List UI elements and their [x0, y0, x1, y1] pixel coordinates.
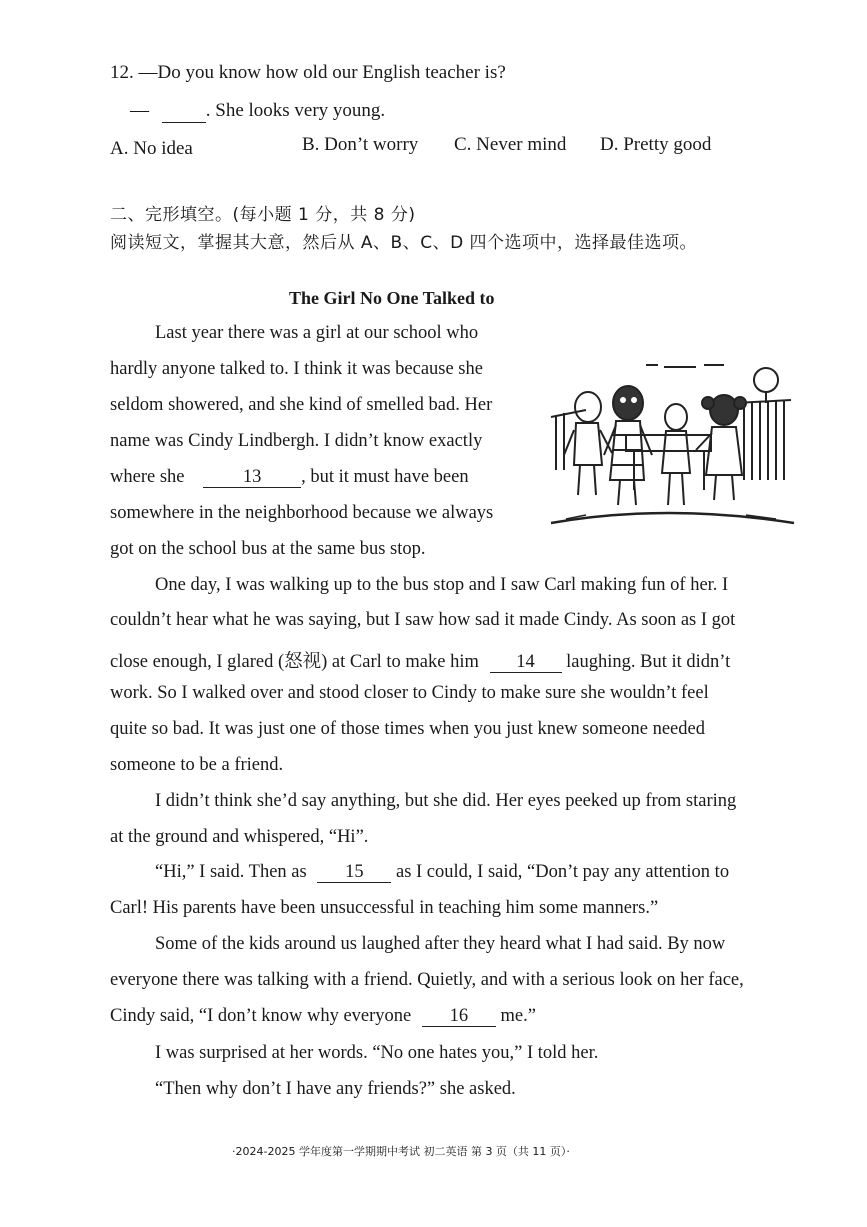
section-heading: 二、完形填空。(每小题 1 分，共 8 分): [110, 205, 416, 225]
passage-title: The Girl No One Talked to: [289, 288, 495, 308]
passage-line-20: [110, 1006, 536, 1027]
response-text: . She looks very young.: [205, 100, 386, 121]
passage-line-18: Some of the kids around us laughed after they heard what I had said. By now: [155, 934, 726, 954]
passage-line-6: somewhere in the neighborhood because we always: [110, 503, 494, 523]
option-b: B. Don’t worry: [302, 134, 419, 155]
fence-icon: [551, 400, 784, 480]
boy-middle-figure: [604, 386, 652, 505]
girl-left-figure: [564, 392, 612, 495]
option-c: C. Never mind: [454, 134, 567, 155]
passage-line-7: got on the school bus at the same bus stop.: [110, 539, 426, 559]
passage-line-5: [110, 467, 469, 488]
passage-text: Cindy said, “I don’t know why everyone: [110, 1006, 412, 1026]
passage-line-9: couldn’t hear what he was saying, but I saw how sad it made Cindy. As soon as I got: [110, 610, 736, 630]
answer-blank-13: 13: [203, 467, 301, 488]
section-instruction: 阅读短文，掌握其大意，然后从 A、B、C、D 四个选项中，选择最佳选项。: [110, 233, 698, 253]
illustration: [546, 355, 798, 530]
passage-line-3: seldom showered, and she kind of smelled bad. Her: [110, 395, 493, 415]
passage-line-2: hardly anyone talked to. I think it was because she: [110, 359, 483, 379]
passage-text: where she: [110, 467, 185, 487]
passage-text: close enough, I glared (怒视) at Carl to make him: [110, 652, 479, 672]
passage-text: “Hi,” I said. Then as: [155, 862, 307, 882]
passage-line-21: I was surprised at her words. “No one hates you,” I told her.: [155, 1043, 599, 1063]
passage-line-13: someone to be a friend.: [110, 755, 284, 775]
passage-line-15: at the ground and whispered, “Hi”.: [110, 827, 369, 847]
passage-line-17: Carl! His parents have been unsuccessful in teaching him some manners.”: [110, 898, 659, 918]
answer-blank-15: 15: [317, 862, 391, 883]
question-12-stem: 12. —Do you know how old our English teacher is?: [110, 62, 506, 83]
passage-line-22: “Then why don’t I have any friends?” she asked.: [155, 1079, 516, 1099]
answer-blank-12: [162, 101, 206, 123]
option-d: D. Pretty good: [600, 134, 712, 155]
dash: —: [130, 100, 149, 121]
passage-line-4: name was Cindy Lindbergh. I didn’t know exactly: [110, 431, 483, 451]
kid-middle-right-figure: [662, 404, 690, 505]
answer-blank-16: 16: [422, 1006, 496, 1027]
page-footer: ·2024-2025 学年度第一学期期中考试 初二英语 第 3 页（共 11 页）·: [232, 1145, 570, 1158]
option-a: A. No idea: [110, 138, 193, 159]
answer-blank-14: 14: [490, 652, 562, 673]
passage-line-10: [110, 647, 730, 673]
passage-text: as I could, I said, “Don’t pay any attention to: [395, 862, 730, 882]
bus-stop-sign-icon: [754, 368, 778, 392]
passage-line-12: quite so bad. It was just one of those times when you just knew someone needed: [110, 719, 705, 739]
passage-text: me.”: [500, 1006, 536, 1026]
passage-text: laughing. But it didn’t: [566, 652, 731, 672]
passage-line-19: everyone there was talking with a friend. Quietly, and with a serious look on her face,: [110, 970, 744, 990]
passage-line-8: One day, I was walking up to the bus stop and I saw Carl making fun of her. I: [155, 575, 729, 595]
passage-line-1: Last year there was a girl at our school who: [155, 323, 479, 343]
passage-text: , but it must have been: [301, 467, 469, 487]
question-12-response: [130, 100, 385, 123]
passage-line-11: work. So I walked over and stood closer to Cindy to make sure she wouldn’t feel: [110, 683, 709, 703]
passage-line-16: [155, 862, 729, 883]
passage-line-14: I didn’t think she’d say anything, but she did. Her eyes peeked up from staring: [155, 791, 737, 811]
